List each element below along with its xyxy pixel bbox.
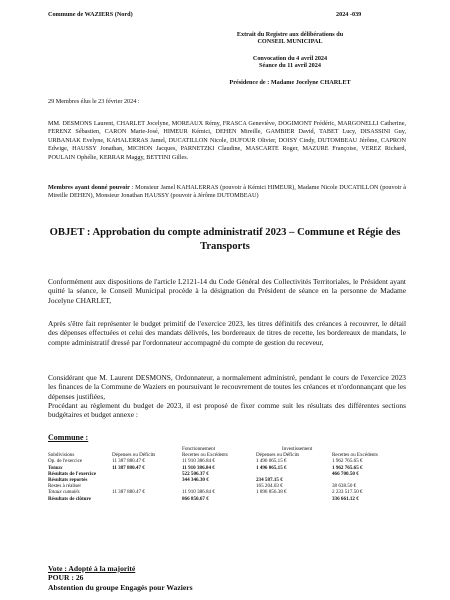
row-value: 11 387 880.47 € [112, 464, 145, 471]
header-rec-fonct: Recettes ou Excédents [182, 452, 228, 459]
row-label: Totaux [48, 464, 63, 471]
section-fonctionnement: Fonctionnement [182, 446, 216, 452]
objet-title: OBJET : Approbation du compte administratif 2023 – Commune et Régie des Transports [49, 227, 401, 252]
row-value: 1 496 065.15 € [256, 464, 287, 471]
commune-label: Commune : [48, 433, 89, 442]
table-row [48, 496, 408, 502]
row-value: 1 962 765.65 € [332, 464, 363, 471]
commune-header: Commune de WAZIERS (Nord) [48, 11, 133, 18]
vote-pour: POUR : 26 [48, 573, 84, 583]
row-label: Totaux cumulés [48, 489, 80, 496]
extract-block [190, 31, 390, 87]
financial-table [48, 446, 408, 502]
membres-presents: MM. DESMONS Laurent, CHARLET Jocelyne, MOREAUX Rémy, FRASCA Geneviève, DOGIMONT Frédéric, MARGONELLI Catherine, FERENZ Sébastien, CARON Marie-José, HIMEUR Kémici, DEHEN Mireille, GAMBIER David, TABET Lucy, DISASSINI Guy, URBANIAK Evelyne, KAHALERRAS Jamel, DUCATILLON Nicole, DUFOUR Olivier, DOISY Cindy, DUTOMBEAU Jérôme, CAPRON Edwige, HAUSSY Jonathan, MICHON Jacques, PARNETZKI Claudine, MASCARTE Roger, MAZURE Françoise, VEREZ Richard, POULAIN Ophélie, KERRAR Maggy, BETTINI Gilles. [48, 120, 406, 161]
vote-abstention: Abstention du groupe Engagés pour Waziers [48, 582, 193, 592]
row-value: 234 587.15 € [256, 477, 283, 484]
row-label: Restes à réaliser [48, 483, 82, 490]
row-value: 11 910 386.84 € [182, 489, 215, 496]
row-value: 522 506.37 € [182, 470, 209, 477]
row-value [104, 496, 182, 502]
pouvoir-label: Membres ayant donné pouvoir [48, 184, 130, 191]
extract-line2: CONSEIL MUNICIPAL [257, 38, 323, 46]
vote-label: Vote : Adopté à la majorité [48, 564, 136, 573]
pouvoir-text: : Monsieur Jamel KAHALERRAS (pouvoir à Kémici HIMEUR), Madame Nicole DUCATILLON (pouvoir à Mireille DEHEN), Monsieur Jonathan HAUSSY (pouvoir à Jérôme DUTOMBEAU) [48, 184, 406, 200]
row-value [256, 496, 332, 502]
paragraph-3: Considérant que M. Laurent DESMONS, Ordonnateur, a normalement administré, pendant le cours de l'exercice 2023 les finances de la Commune de Waziers en poursuivant le recouvrement de toutes les créances et n'ordonnançant que les dépenses justifiées, [48, 373, 406, 401]
row-value: 11 910 386.84 € [182, 458, 215, 465]
seance: Séance du 11 avril 2024 [259, 62, 321, 70]
paragraph-4: Procédant au règlement du budget de 2023, il est proposé de fixer comme suit les résultats des différentes sections budgétaires et budget annexe : [48, 401, 406, 420]
row-value: 336 661.12 € [332, 495, 359, 502]
section-investissement: Investissement [282, 446, 313, 452]
row-value: 1 896 856.38 € [256, 489, 287, 496]
paragraph-1: Conformément aux dispositions de l'article L2121-14 du Code Général des Collectivités Territoriales, le Président ayant quitté la séance, le Conseil Municipal procède à la désignation du Président de séance en la personne de Madame Jocelyne CHARLET, [48, 277, 406, 305]
row-value: 1 962 765.65 € [332, 458, 363, 465]
row-label: Résultats reportés [48, 477, 88, 484]
header-subdivisions: Subdivisions [48, 452, 75, 459]
row-value: 344 346.30 € [182, 477, 209, 484]
convocation: Convocation du 4 avril 2024 [252, 54, 328, 62]
membres-pouvoir [48, 184, 406, 201]
row-label: Op. de l'exercice [48, 458, 83, 465]
header-dep-inv: Dépenses ou Déficits [256, 452, 300, 459]
row-label: Résultats de clôture [48, 495, 91, 502]
row-label: Résultats de l'exercice [48, 470, 96, 477]
row-value: 466 700.50 € [332, 470, 359, 477]
header-rec-inv: Recettes ou Excédents [332, 452, 378, 459]
presidence: Présidence de : Madame Jocelyne CHARLET [229, 78, 351, 86]
extract-line1: Extrait du Registre aux délibérations du [236, 31, 344, 38]
row-value: 38 638.50 € [332, 483, 357, 490]
row-value: 165 204.03 € [256, 483, 283, 490]
row-value: 866 850.67 € [182, 495, 209, 502]
header-dep-fonct: Dépenses ou Déficits [112, 452, 156, 459]
vote-block [48, 564, 193, 592]
membres-elus: 29 Membres élus le 23 février 2024 : [48, 98, 140, 105]
row-value: 11 910 386.84 € [182, 464, 215, 471]
row-value: 11 387 880.47 € [112, 489, 145, 496]
row-value: 1 496 065.15 € [256, 458, 287, 465]
paragraph-2: Après s'être fait représenter le budget primitif de l'exercice 2023, les titres définitifs des créances à recouvrer, le détail des dépenses effectuées et celui des mandats délivrés, les bordereaux de titres de recette, les bordereaux de mandats, le compte administratif dressé par l'ordonnateur accompagné du compte de gestion du receveur, [48, 319, 406, 347]
deliberation-ref: 2024 -039 [336, 11, 362, 18]
row-value: 2 233 517.50 € [332, 489, 363, 496]
row-value: 11 387 880.47 € [112, 458, 145, 465]
